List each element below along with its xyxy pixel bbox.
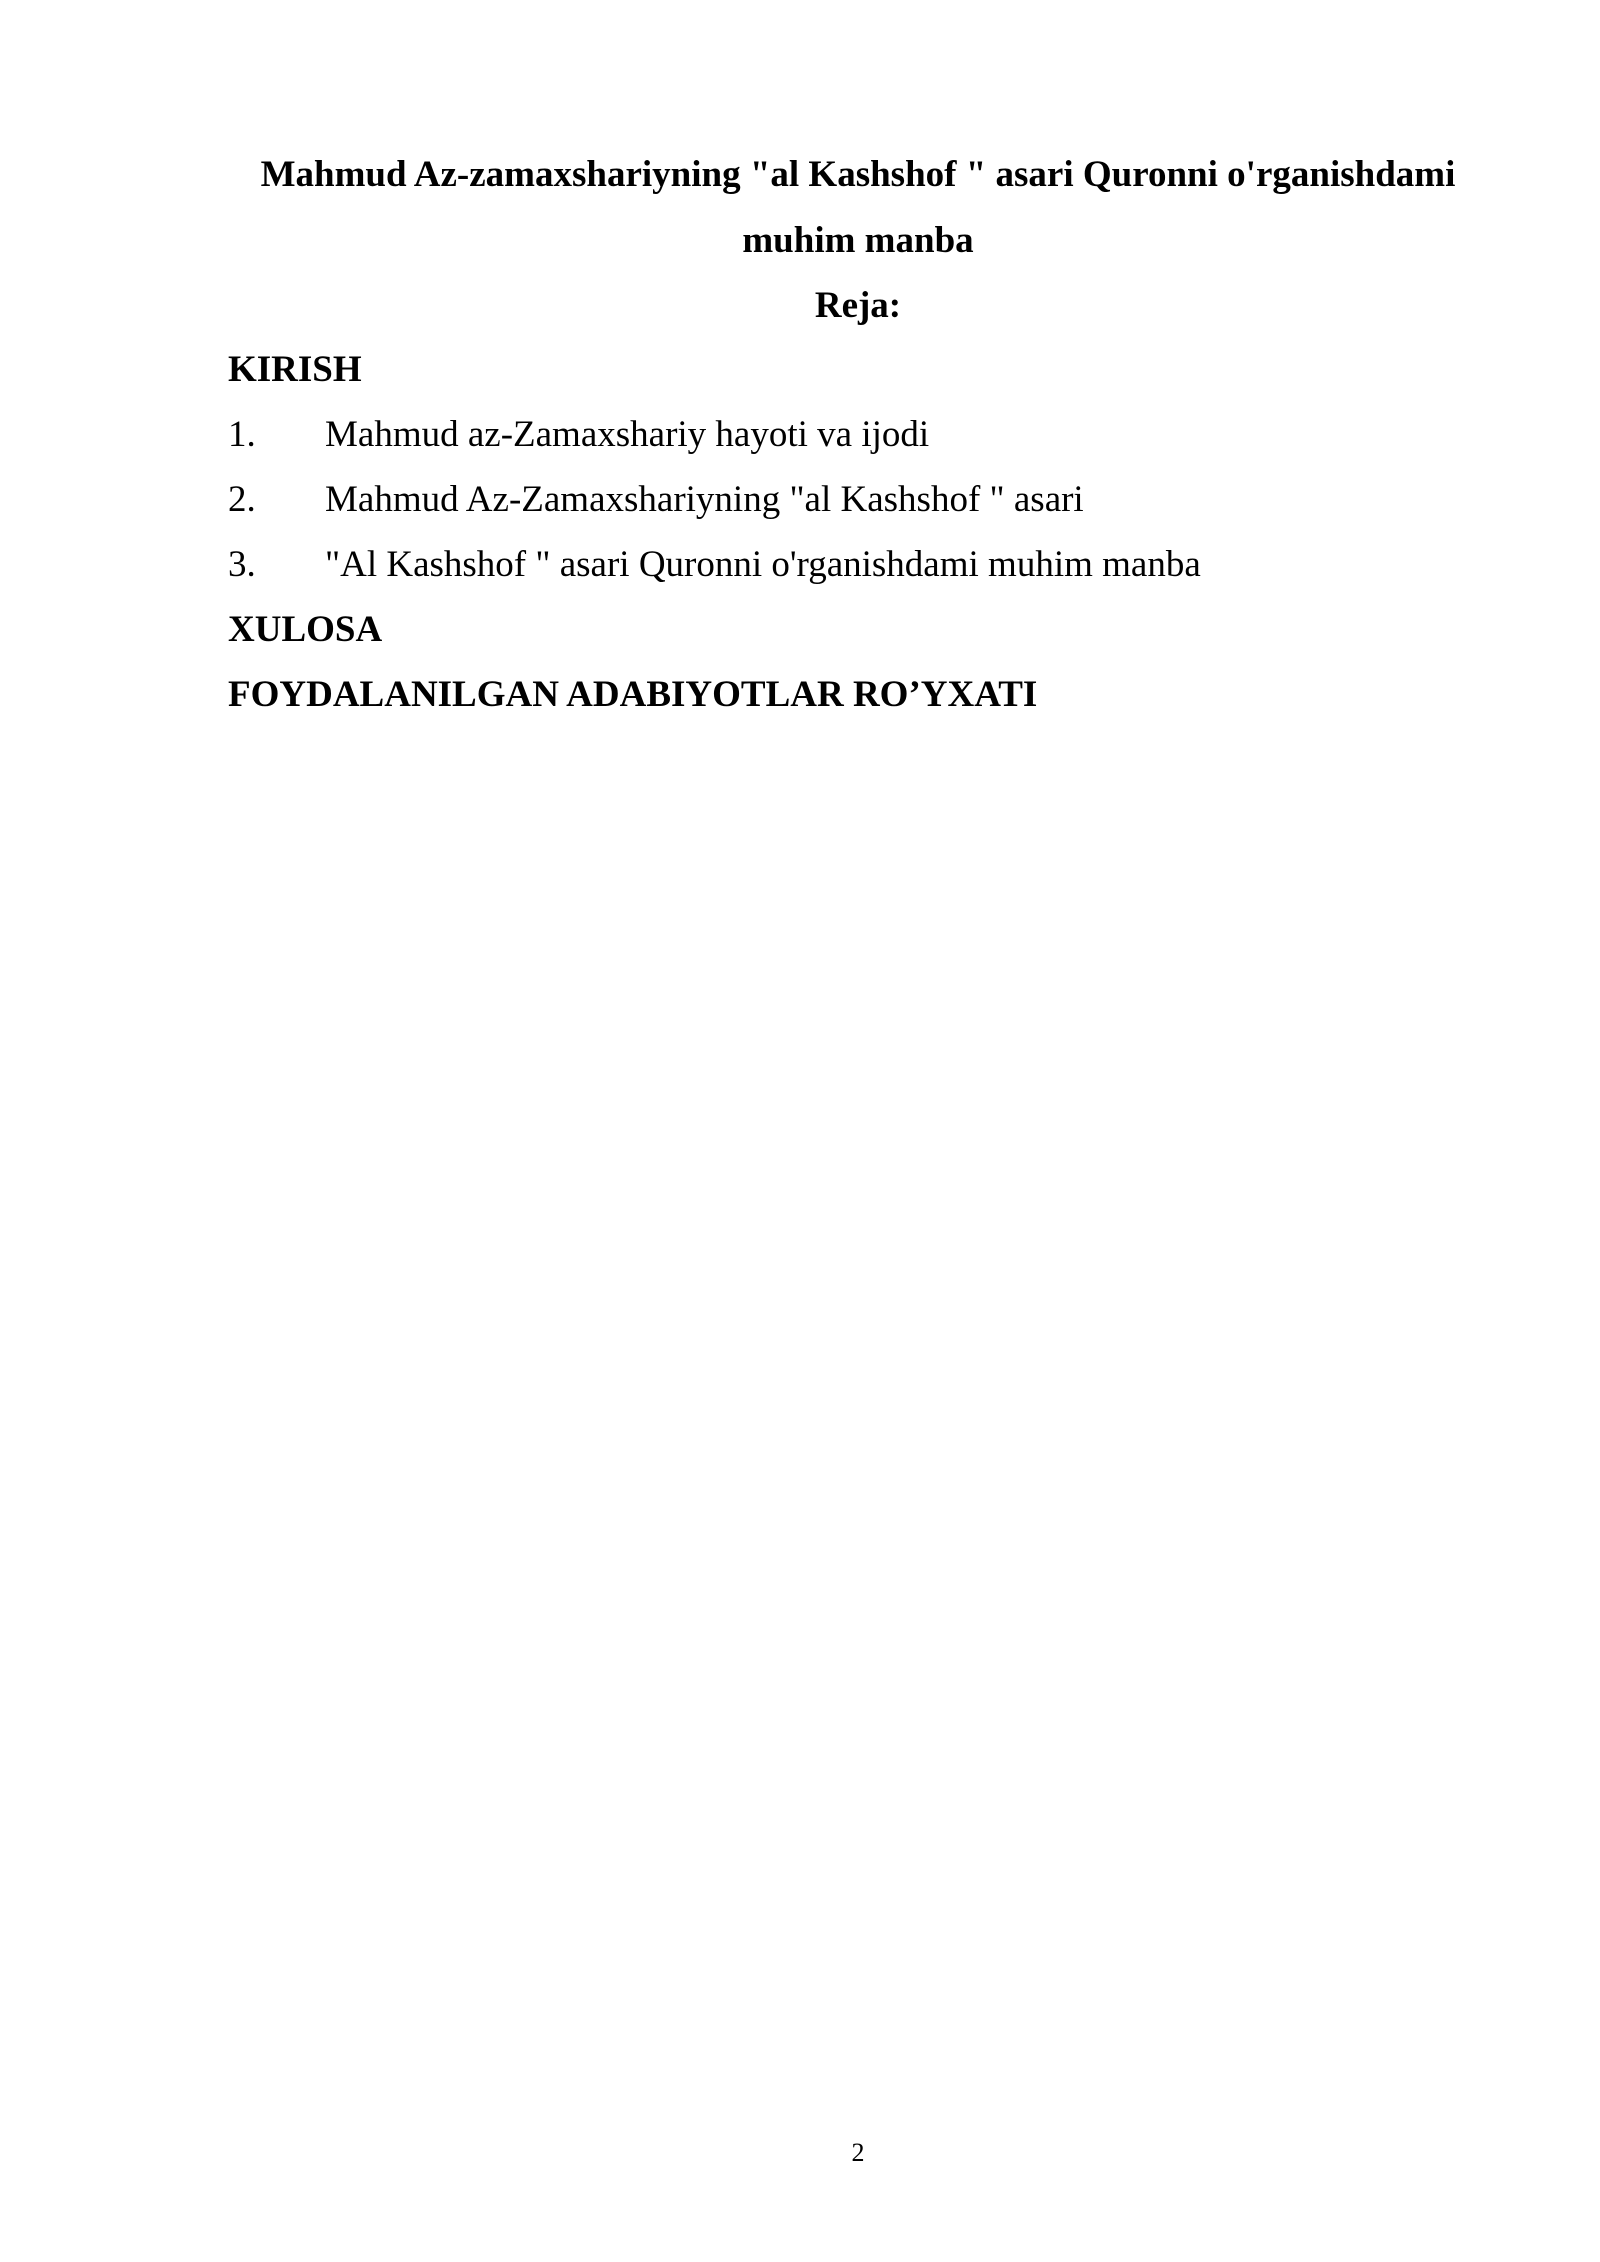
list-item xyxy=(228,411,929,459)
list-item-number: 2. xyxy=(228,479,256,520)
list-item-text: "Al Kashshof " asari Quronni o'rganishdami muhim manba xyxy=(325,544,1201,585)
page-number: 2 xyxy=(851,2138,865,2167)
list-item xyxy=(228,476,1084,524)
plan-heading: Reja: xyxy=(814,285,902,326)
intro-heading: KIRISH xyxy=(228,349,362,390)
list-item-number: 3. xyxy=(228,544,256,585)
document-title: Mahmud Az-zamaxshariyning "al Kashshof " asari Quronni o'rganishdami muhim manba xyxy=(260,154,1456,261)
list-item-number: 1. xyxy=(228,414,256,455)
list-item-text: Mahmud Az-Zamaxshariyning "al Kashshof " asari xyxy=(325,479,1084,520)
conclusion-heading: XULOSA xyxy=(228,609,383,650)
list-item-text: Mahmud az-Zamaxshariy hayoti va ijodi xyxy=(325,414,930,455)
references-heading: FOYDALANILGAN ADABIYOTLAR RO’YXATI xyxy=(228,674,1038,715)
list-item xyxy=(228,541,1201,589)
